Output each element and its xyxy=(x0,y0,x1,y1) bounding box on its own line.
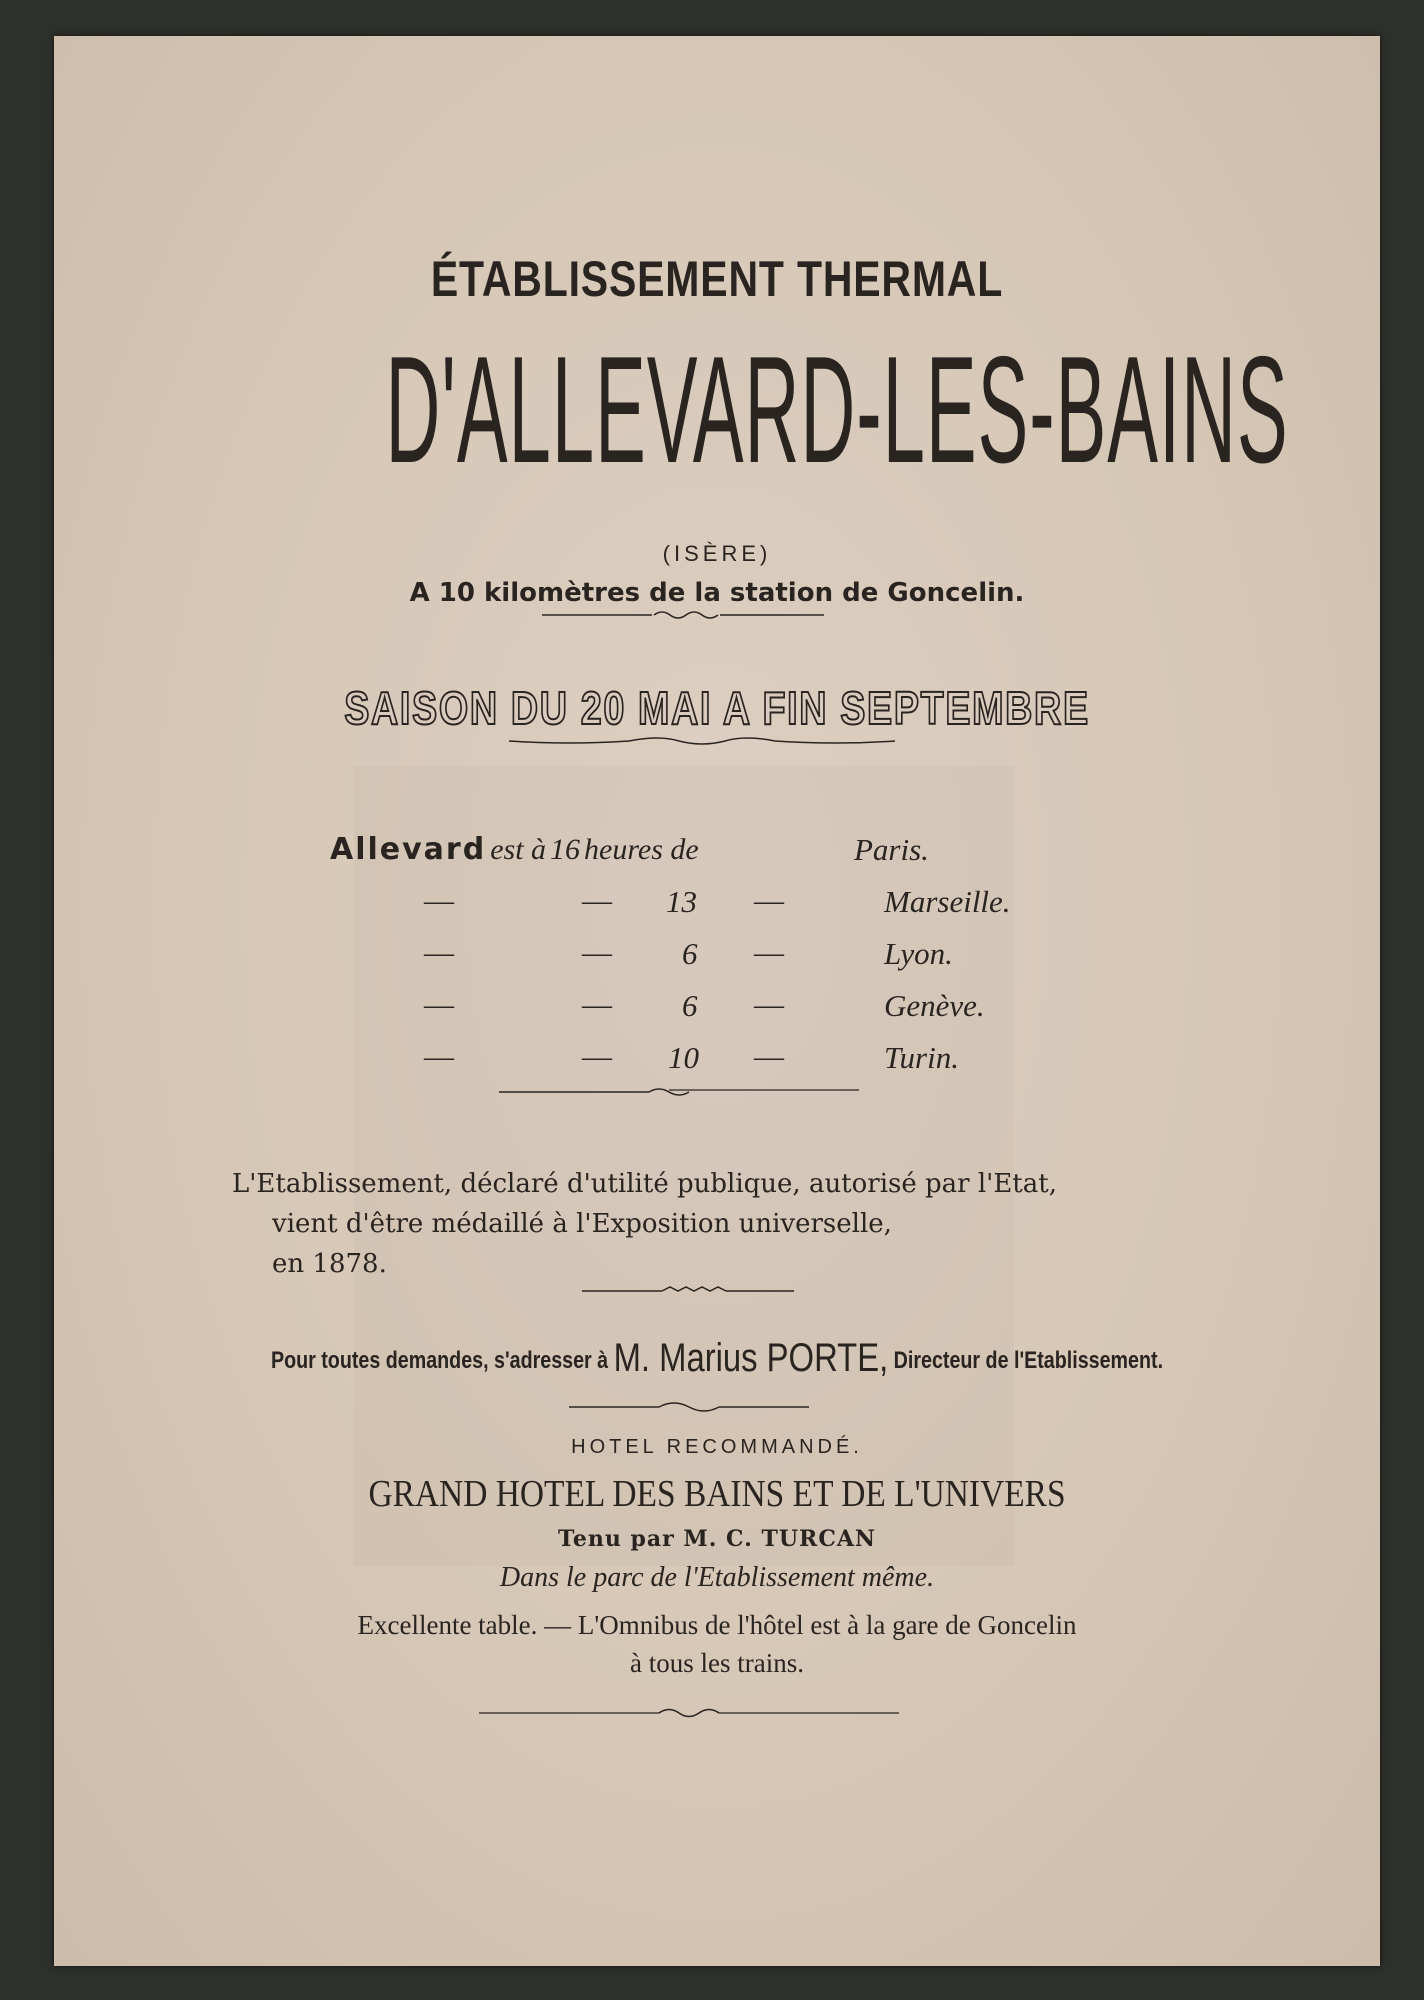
document-page xyxy=(54,36,1380,1966)
hotel-label: HOTEL RECOMMANDÉ. xyxy=(571,1436,863,1458)
contact-line xyxy=(173,1336,1260,1381)
hotel-name: GRAND HOTEL DES BAINS ET DE L'UNIVERS xyxy=(368,1473,1066,1515)
ornament-divider xyxy=(542,608,824,622)
ditto-mark: — xyxy=(582,1040,612,1073)
ditto-mark: — xyxy=(582,884,612,917)
hotel-note: Excellente table. — L'Omnibus de l'hôtel est à la gare de Goncelin xyxy=(357,1610,1077,1640)
ditto-mark: — xyxy=(754,988,784,1021)
hotel-note: à tous les trains. xyxy=(630,1648,804,1678)
travel-city: Genève. xyxy=(884,988,985,1023)
travel-city: Lyon. xyxy=(884,936,953,971)
lead-suffix: heures de xyxy=(584,833,699,866)
ditto-mark: — xyxy=(424,988,454,1021)
paragraph-line: en 1878. xyxy=(272,1249,387,1279)
travel-city: Paris. xyxy=(854,832,929,867)
ditto-mark: — xyxy=(424,1040,454,1073)
distance-line: A 10 kilomètres de la station de Goncelin. xyxy=(409,578,1025,608)
hotel-location: Dans le parc de l'Etablissement même. xyxy=(499,1562,935,1593)
ornament-divider xyxy=(479,1706,899,1720)
ornament-divider xyxy=(509,733,895,747)
ornament-divider xyxy=(582,1284,794,1298)
ditto-mark: — xyxy=(582,936,612,969)
travel-lead xyxy=(330,832,699,867)
travel-hours: 10 xyxy=(668,1040,699,1075)
travel-hours: 13 xyxy=(666,884,697,919)
paragraph-line: L'Etablissement, déclaré d'utilité publique, autorisé par l'Etat, xyxy=(232,1169,1057,1199)
travel-hours: 6 xyxy=(682,936,698,971)
paragraph-line: vient d'être médaillé à l'Exposition universelle, xyxy=(272,1209,892,1239)
travel-city: Turin. xyxy=(884,1040,959,1075)
title-line-1: ÉTABLISSEMENT THERMAL xyxy=(430,251,1004,307)
lead-town: Allevard xyxy=(330,832,487,867)
ditto-mark: — xyxy=(424,936,454,969)
lead-phrase: est à xyxy=(490,833,547,866)
season-banner: SAISON DU 20 MAI A FIN SEPTEMBRE xyxy=(344,682,1090,734)
ditto-mark: — xyxy=(582,988,612,1021)
travel-hours: 6 xyxy=(682,988,698,1023)
ditto-mark: — xyxy=(754,1040,784,1073)
ditto-mark: — xyxy=(754,884,784,917)
contact-suffix: Directeur de l'Etablissement. xyxy=(893,1347,1164,1374)
establishment-paragraph xyxy=(232,1164,1192,1284)
travel-city: Marseille. xyxy=(884,884,1011,919)
lead-hours: 16 xyxy=(550,833,581,866)
ornament-divider xyxy=(499,1084,859,1098)
ditto-mark: — xyxy=(754,936,784,969)
contact-prefix: Pour toutes demandes, s'adresser à xyxy=(270,1347,609,1374)
ditto-mark: — xyxy=(424,884,454,917)
hotel-owner: Tenu par M. C. TURCAN xyxy=(557,1526,877,1552)
region-label: (ISÈRE) xyxy=(662,541,772,566)
travel-times-table xyxy=(54,822,1380,1082)
contact-name: M. Marius PORTE, xyxy=(613,1336,889,1380)
title-line-2: D'ALLEVARD-LES-BAINS xyxy=(385,325,1289,495)
ornament-divider xyxy=(569,1400,809,1414)
